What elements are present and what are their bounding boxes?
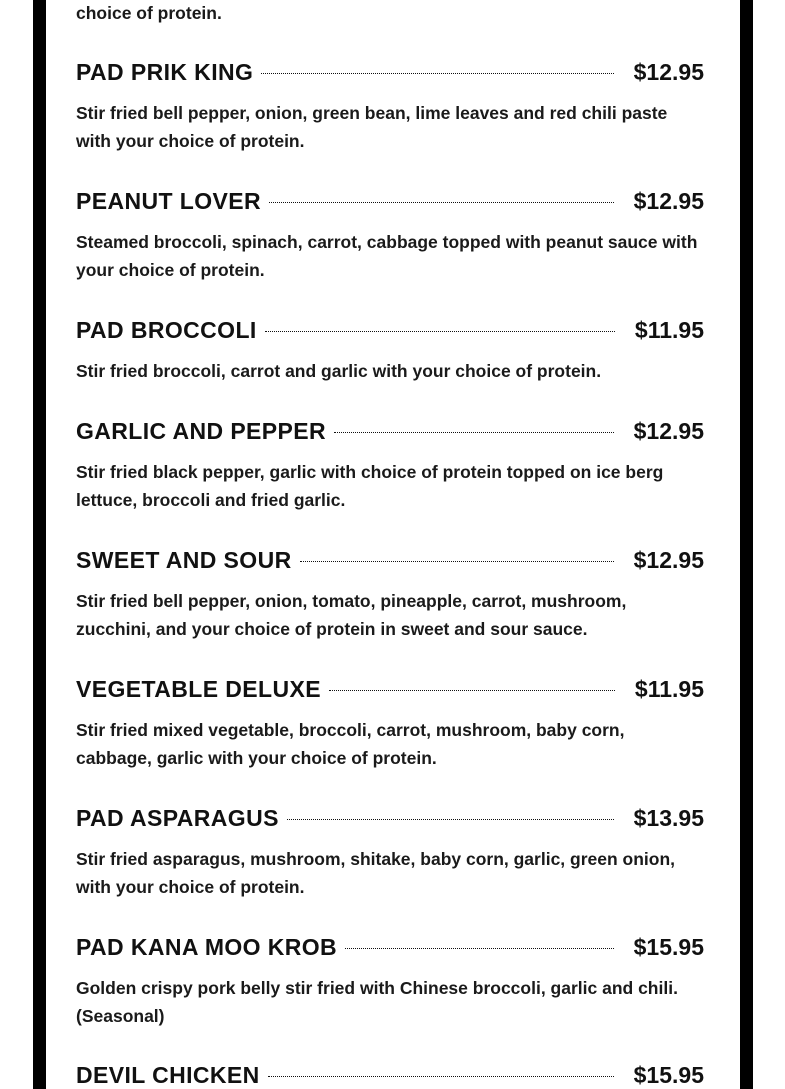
menu-item-price: $15.95 [633,1062,704,1088]
menu-item-description: Stir fried black pepper, garlic with choice of protein topped on ice berg lettuce, broccoli and fried garlic. [76,462,664,510]
menu-item-price: $13.95 [633,805,704,831]
menu-item-description: Stir fried broccoli, carrot and garlic with your choice of protein. [76,361,602,381]
menu-item-header [76,418,704,450]
menu-item-price: $11.95 [634,676,704,702]
menu-item [76,188,704,284]
menu-item-name: GARLIC AND PEPPER [76,418,327,444]
menu-item [76,676,704,772]
dot-leader [261,73,613,74]
dot-leader [334,432,614,433]
menu-item-price: $12.95 [633,59,704,85]
menu-item-price: $12.95 [633,418,704,444]
menu-item-name: PAD ASPARAGUS [76,805,279,831]
menu-item-description: Stir fried mixed vegetable, broccoli, carrot, mushroom, baby corn, cabbage, garlic with your choice of protein. [76,720,625,768]
menu-item-header [76,676,704,708]
right-border [740,0,753,1089]
dot-leader [268,1076,614,1077]
menu-item-header [76,805,704,837]
menu-item-description: Stir fried bell pepper, onion, green bean, lime leaves and red chili paste with your choice of protein. [76,103,668,151]
menu-item [76,418,704,514]
menu-item-header [76,59,704,91]
menu-item-description: Steamed broccoli, spinach, carrot, cabbage topped with peanut sauce with your choice of protein. [76,232,698,280]
menu-item-name: PAD BROCCOLI [76,317,257,343]
menu-item-header [76,1062,704,1089]
menu-item [76,934,704,1030]
dot-leader [329,690,615,691]
menu-item [76,547,704,643]
menu-item-price: $12.95 [633,188,704,214]
menu-item-name: DEVIL CHICKEN [76,1062,260,1088]
menu-item-header [76,188,704,220]
menu-item [76,59,704,155]
dot-leader [265,331,615,332]
dot-leader [345,948,614,949]
menu-item-name: VEGETABLE DELUXE [76,676,321,702]
menu-item-description: Stir fried asparagus, mushroom, shitake, baby corn, garlic, green onion, with your choice of protein. [76,849,676,897]
menu-item-description: Golden crispy pork belly stir fried with Chinese broccoli, garlic and chili. (Seasonal) [76,978,678,1026]
dot-leader [287,819,614,820]
menu-item-header [76,934,704,966]
menu-item-price: $11.95 [634,317,704,343]
menu-item-name: PAD PRIK KING [76,59,254,85]
menu-item-header [76,317,704,349]
menu-item-name: PEANUT LOVER [76,188,261,214]
menu-item-name: SWEET AND SOUR [76,547,292,573]
dot-leader [300,561,614,562]
continued-description: choice of protein. [76,3,222,23]
menu-item [76,317,704,385]
menu-item [76,1062,704,1089]
dot-leader [269,202,614,203]
menu-item-price: $12.95 [633,547,704,573]
menu-item-description: Stir fried bell pepper, onion, tomato, pineapple, carrot, mushroom, zucchini, and your choice of protein in sweet and sour sauce. [76,591,627,639]
menu-item-price: $15.95 [633,934,704,960]
menu-item [76,805,704,901]
menu-item-name: PAD KANA MOO KROB [76,934,338,960]
left-border [33,0,46,1089]
menu-item-header [76,547,704,579]
